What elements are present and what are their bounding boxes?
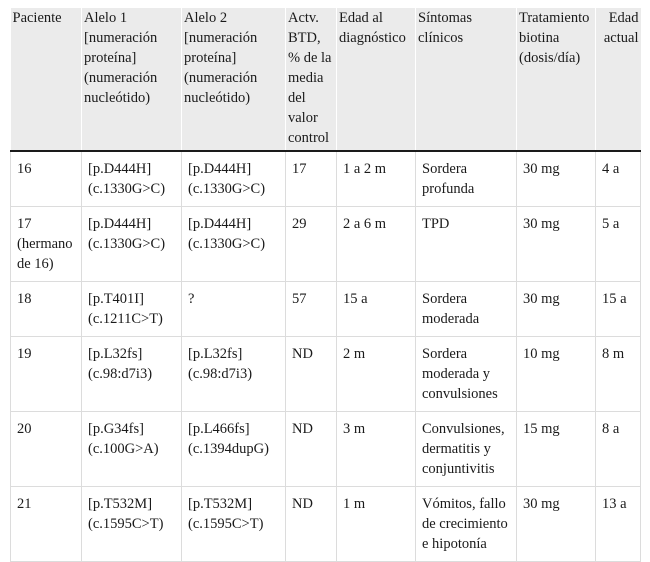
header-sintomas: Síntomas clínicos [416, 8, 517, 151]
table-row [11, 151, 641, 207]
cell-edad-actual: 4 a [596, 151, 641, 207]
cell-alelo-1: [p.T401I] (c.1211C>T) [82, 282, 182, 337]
cell-alelo-1: [p.T532M] (c.1595C>T) [82, 487, 182, 562]
header-edad-diagnostico: Edad al diagnóstico [337, 8, 416, 151]
table-header-row [11, 8, 641, 151]
table-row [11, 337, 641, 412]
cell-tratamiento: 15 mg [517, 412, 596, 487]
cell-alelo-2: [p.D444H] (c.1330G>C) [182, 207, 286, 282]
cell-tratamiento: 10 mg [517, 337, 596, 412]
cell-alelo-1: [p.D444H] (c.1330G>C) [82, 207, 182, 282]
header-tratamiento: Tratamiento biotina (dosis/día) [517, 8, 596, 151]
cell-edad-actual: 5 a [596, 207, 641, 282]
cell-sintomas: Sordera profunda [416, 151, 517, 207]
table-row [11, 412, 641, 487]
cell-edad-diagnostico: 15 a [337, 282, 416, 337]
cell-actividad-btd: ND [286, 337, 337, 412]
table-row [11, 207, 641, 282]
cell-paciente: 16 [11, 151, 82, 207]
cell-alelo-2: [p.L32fs] (c.98:d7i3) [182, 337, 286, 412]
header-paciente: Paciente [11, 8, 82, 151]
table-row [11, 487, 641, 562]
cell-sintomas: Sordera moderada y convulsiones [416, 337, 517, 412]
cell-alelo-2: [p.L466fs] (c.1394dupG) [182, 412, 286, 487]
cell-tratamiento: 30 mg [517, 487, 596, 562]
cell-sintomas: TPD [416, 207, 517, 282]
patient-table-container [10, 8, 640, 562]
cell-alelo-2: [p.D444H] (c.1330G>C) [182, 151, 286, 207]
cell-edad-diagnostico: 2 m [337, 337, 416, 412]
cell-tratamiento: 30 mg [517, 207, 596, 282]
cell-paciente: 18 [11, 282, 82, 337]
cell-tratamiento: 30 mg [517, 151, 596, 207]
cell-actividad-btd: 17 [286, 151, 337, 207]
cell-paciente: 20 [11, 412, 82, 487]
cell-sintomas: Convulsiones, dermatitis y conjuntivitis [416, 412, 517, 487]
cell-sintomas: Sordera moderada [416, 282, 517, 337]
cell-alelo-1: [p.L32fs] (c.98:d7i3) [82, 337, 182, 412]
cell-actividad-btd: 29 [286, 207, 337, 282]
cell-actividad-btd: 57 [286, 282, 337, 337]
cell-paciente: 17 (hermano de 16) [11, 207, 82, 282]
table-row [11, 282, 641, 337]
cell-actividad-btd: ND [286, 412, 337, 487]
cell-edad-diagnostico: 1 m [337, 487, 416, 562]
cell-edad-diagnostico: 1 a 2 m [337, 151, 416, 207]
cell-actividad-btd: ND [286, 487, 337, 562]
cell-edad-actual: 15 a [596, 282, 641, 337]
header-alelo-1: Alelo 1 [numeración proteína] (numeración nucleótido) [82, 8, 182, 151]
cell-edad-actual: 13 a [596, 487, 641, 562]
header-edad-actual: Edad actual [596, 8, 641, 151]
header-actividad-btd: Actv. BTD, % de la media del valor control [286, 8, 337, 151]
patient-table [10, 8, 641, 562]
cell-edad-actual: 8 m [596, 337, 641, 412]
cell-paciente: 19 [11, 337, 82, 412]
cell-alelo-2: ? [182, 282, 286, 337]
cell-paciente: 21 [11, 487, 82, 562]
cell-edad-actual: 8 a [596, 412, 641, 487]
cell-alelo-2: [p.T532M] (c.1595C>T) [182, 487, 286, 562]
cell-tratamiento: 30 mg [517, 282, 596, 337]
cell-alelo-1: [p.D444H] (c.1330G>C) [82, 151, 182, 207]
cell-edad-diagnostico: 2 a 6 m [337, 207, 416, 282]
cell-sintomas: Vómitos, fallo de crecimiento e hipotonía [416, 487, 517, 562]
cell-edad-diagnostico: 3 m [337, 412, 416, 487]
cell-alelo-1: [p.G34fs] (c.100G>A) [82, 412, 182, 487]
header-alelo-2: Alelo 2 [numeración proteína] (numeración nucleótido) [182, 8, 286, 151]
